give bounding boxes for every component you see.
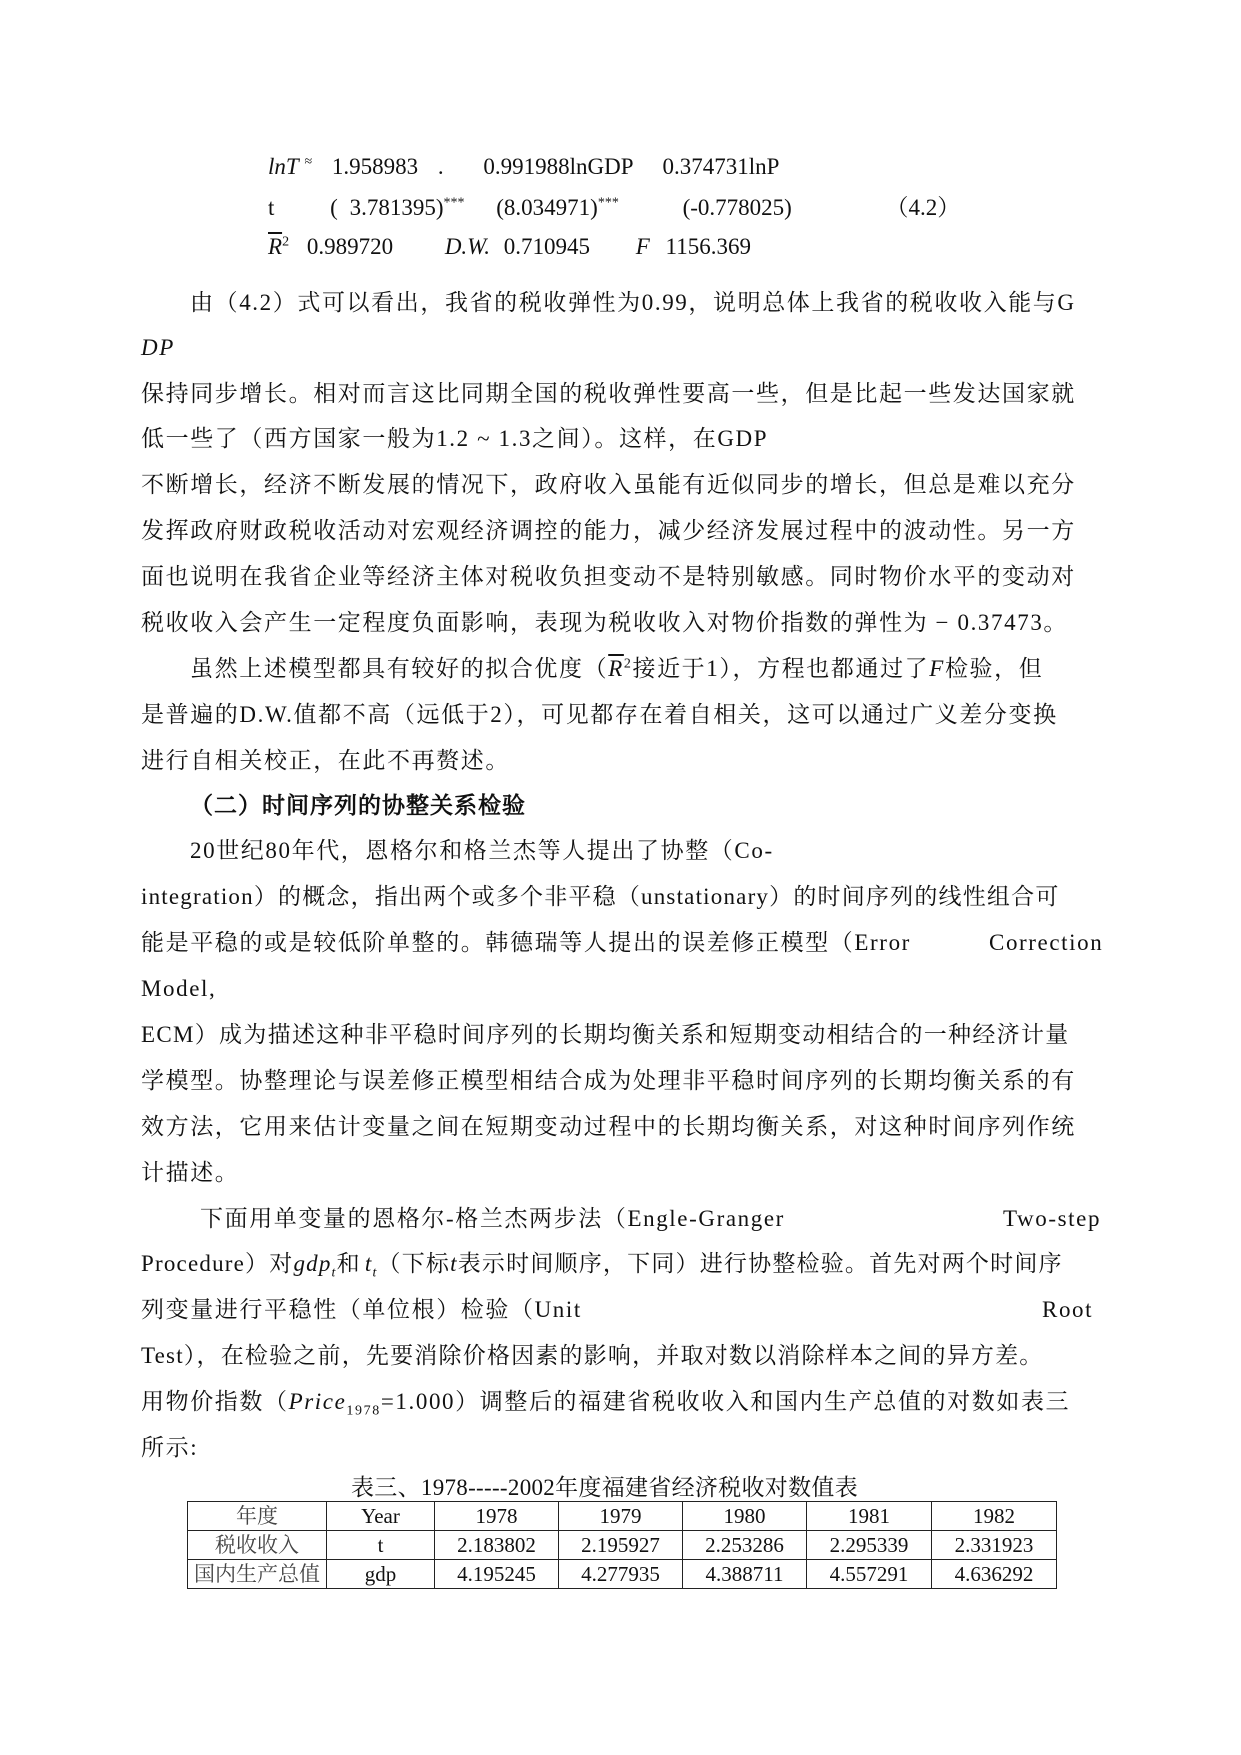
eq-approx: ≈ (304, 154, 313, 170)
table-row (188, 1531, 1057, 1560)
table-row (188, 1560, 1057, 1589)
table-cell: 4.388711 (683, 1560, 807, 1589)
table-cell: 4.636292 (932, 1560, 1057, 1589)
text-span: 虽然上述模型都具有较好的拟合优度（ (190, 656, 609, 681)
r2-symbol: $\overline{R}$ (608, 656, 624, 681)
table-cell: 2.295339 (807, 1531, 932, 1560)
table-cell: 2.253286 (683, 1531, 807, 1560)
paragraph-line: 进行自相关校正，在此不再赘述。 (141, 748, 510, 773)
paragraph-line: 虽然上述模型都具有较好的拟合优度（$\overline{R}^2$接近于1），方程也都通过了F检验，但 (190, 656, 1044, 681)
paragraph-line: 是普遍的D.W.值都不高（远低于2），可见都存在着自相关，这可以通过广义差分变换 (141, 702, 1058, 727)
eq-t-label: t (268, 195, 275, 220)
eq-stars-2: *** (597, 195, 619, 211)
eq-t2: (8.034971) (496, 195, 598, 220)
text-span: 检验，但 (944, 656, 1044, 681)
table-cell: 2.183802 (435, 1531, 559, 1560)
text-span: （下标 (377, 1251, 451, 1276)
paragraph-line: Correction (989, 930, 1104, 955)
section-heading: （二）时间序列的协整关系检验 (190, 793, 526, 819)
text-span: 和 (336, 1251, 361, 1276)
paragraph-line: Root (1042, 1297, 1094, 1322)
eq-number: （4.2） (885, 195, 961, 220)
paragraph-line: 税收收入会产生一定程度负面影响，表现为税收收入对物价指数的弹性为 − 0.37473。 (141, 610, 1069, 635)
table-cell: 1979 (559, 1502, 683, 1531)
paragraph-line: Test），在检验之前，先要消除价格因素的影响，并取对数以消除样本之间的异方差。 (141, 1343, 1044, 1368)
paragraph-line: 不断增长，经济不断发展的情况下，政府收入虽能有近似同步的增长，但总是难以充分 (141, 472, 1076, 497)
eq-r2-value: 0.989720 (306, 234, 394, 259)
eq-f-value: 1156.369 (665, 234, 751, 259)
text-span: 接近于1），方程也都通过了 (632, 656, 930, 681)
paragraph-line: integration）的概念，指出两个或多个非平稳（unstationary）的时间序列的线性组合可 (141, 884, 1060, 909)
eq-dw-label: D.W. (444, 234, 490, 259)
table-cell: 国内生产总值 (188, 1560, 327, 1589)
table-cell: 年度 (188, 1502, 327, 1531)
equation-row-3: $\overline{R}^2$ 0.989720 D.W. 0.710945 F 1156.369 (268, 234, 751, 259)
eq-t1: 3.781395) (349, 195, 444, 220)
eq-t3: (-0.778025) (682, 195, 792, 220)
t-subscript-symbol: t (450, 1251, 458, 1276)
eq-open-paren: ( (330, 195, 338, 220)
eq-dw-value: 0.710945 (503, 234, 590, 259)
price-symbol: Price (288, 1389, 347, 1414)
paragraph-line: 面也说明在我省企业等经济主体对税收负担变动不是特别敏感。同时物价水平的变动对 (141, 564, 1076, 589)
eq-const: 1.958983 (331, 154, 419, 179)
paragraph-line: Two-step (1003, 1206, 1102, 1231)
table-cell: 税收收入 (188, 1531, 327, 1560)
table-cell: 4.195245 (435, 1560, 559, 1589)
paragraph-line: 20世纪80年代，恩格尔和格兰杰等人提出了协整（Co- (190, 838, 774, 863)
table-cell: gdp (327, 1560, 435, 1589)
paragraph-line: 能是平稳的或是较低阶单整的。韩德瑞等人提出的误差修正模型（Error (141, 930, 911, 955)
paragraph-line: ECM）成为描述这种非平稳时间序列的长期均衡关系和短期变动相结合的一种经济计量 (141, 1022, 1070, 1047)
paragraph-line: Model, (141, 976, 217, 1001)
t-symbol: t (364, 1251, 373, 1276)
paragraph-line (141, 1387, 1070, 1417)
paragraph-line: DP (141, 335, 175, 360)
eq-stars-1: *** (443, 195, 465, 211)
eq-dot: . (437, 154, 444, 179)
paragraph-line: Procedure）对gdp$_t$和 $t_t$（下标t表示时间顺序，下同）进行协整检验。首先对两个时间序 (141, 1251, 1063, 1281)
eq-r2-label: $\overline{R}$ (268, 234, 283, 259)
equation-row-2 (268, 193, 960, 223)
eq-p-coef: 0.374731lnP (662, 154, 780, 179)
text-span: 用物价指数（ (141, 1389, 289, 1414)
price-subscript: 1978 (346, 1403, 381, 1419)
paragraph-line: 学模型。协整理论与误差修正模型相结合成为处理非平稳时间序列的长期均衡关系的有 (141, 1068, 1076, 1093)
table-cell: 2.195927 (559, 1531, 683, 1560)
paragraph-line: 所示: (141, 1435, 199, 1460)
eq-lnT: lnT (268, 154, 299, 179)
paragraph-line: 保持同步增长。相对而言这比同期全国的税收弹性要高一些，但是比起一些发达国家就 (141, 381, 1076, 406)
paragraph-line: 由（4.2）式可以看出，我省的税收弹性为0.99，说明总体上我省的税收收入能与G (190, 290, 1076, 315)
table-cell: 4.557291 (807, 1560, 932, 1589)
paragraph-line: 下面用单变量的恩格尔-格兰杰两步法（Engle-Granger (200, 1206, 785, 1231)
eq-f-label: F (635, 234, 650, 259)
table-cell: Year (327, 1502, 435, 1531)
table-cell: 4.277935 (559, 1560, 683, 1589)
table-caption: 表三、1978-----2002年度福建省经济税收对数值表 (351, 1475, 858, 1500)
paragraph-line: 发挥政府财政税收活动对宏观经济调控的能力，减少经济发展过程中的波动性。另一方 (141, 518, 1076, 543)
text-span: =1.000）调整后的福建省税收收入和国内生产总值的对数如表三 (380, 1389, 1071, 1414)
eq-gdp-coef: 0.991988lnGDP (483, 154, 633, 179)
text-span: Procedure）对 (141, 1251, 294, 1276)
table-cell: t (327, 1531, 435, 1560)
table-header-row (188, 1502, 1057, 1531)
paragraph-line: 低一些了（西方国家一般为1.2 ~ 1.3之间）。这样，在GDP (141, 426, 769, 451)
paragraph-line: 计描述。 (141, 1160, 240, 1185)
f-symbol: F (929, 656, 945, 681)
table-cell: 2.331923 (932, 1531, 1057, 1560)
gdp-symbol: gdp (293, 1251, 332, 1276)
text-span: 表示时间顺序，下同）进行协整检验。首先对两个时间序 (457, 1251, 1063, 1276)
table-cell: 1982 (932, 1502, 1057, 1531)
data-table (187, 1501, 1057, 1589)
table-cell: 1978 (435, 1502, 559, 1531)
table-cell: 1980 (683, 1502, 807, 1531)
paragraph-line: 列变量进行平稳性（单位根）检验（Unit (141, 1297, 582, 1322)
equation-row-1 (268, 152, 779, 182)
table-cell: 1981 (807, 1502, 932, 1531)
paragraph-line: 效方法，它用来估计变量之间在短期变动过程中的长期均衡关系，对这种时间序列作统 (141, 1114, 1076, 1139)
